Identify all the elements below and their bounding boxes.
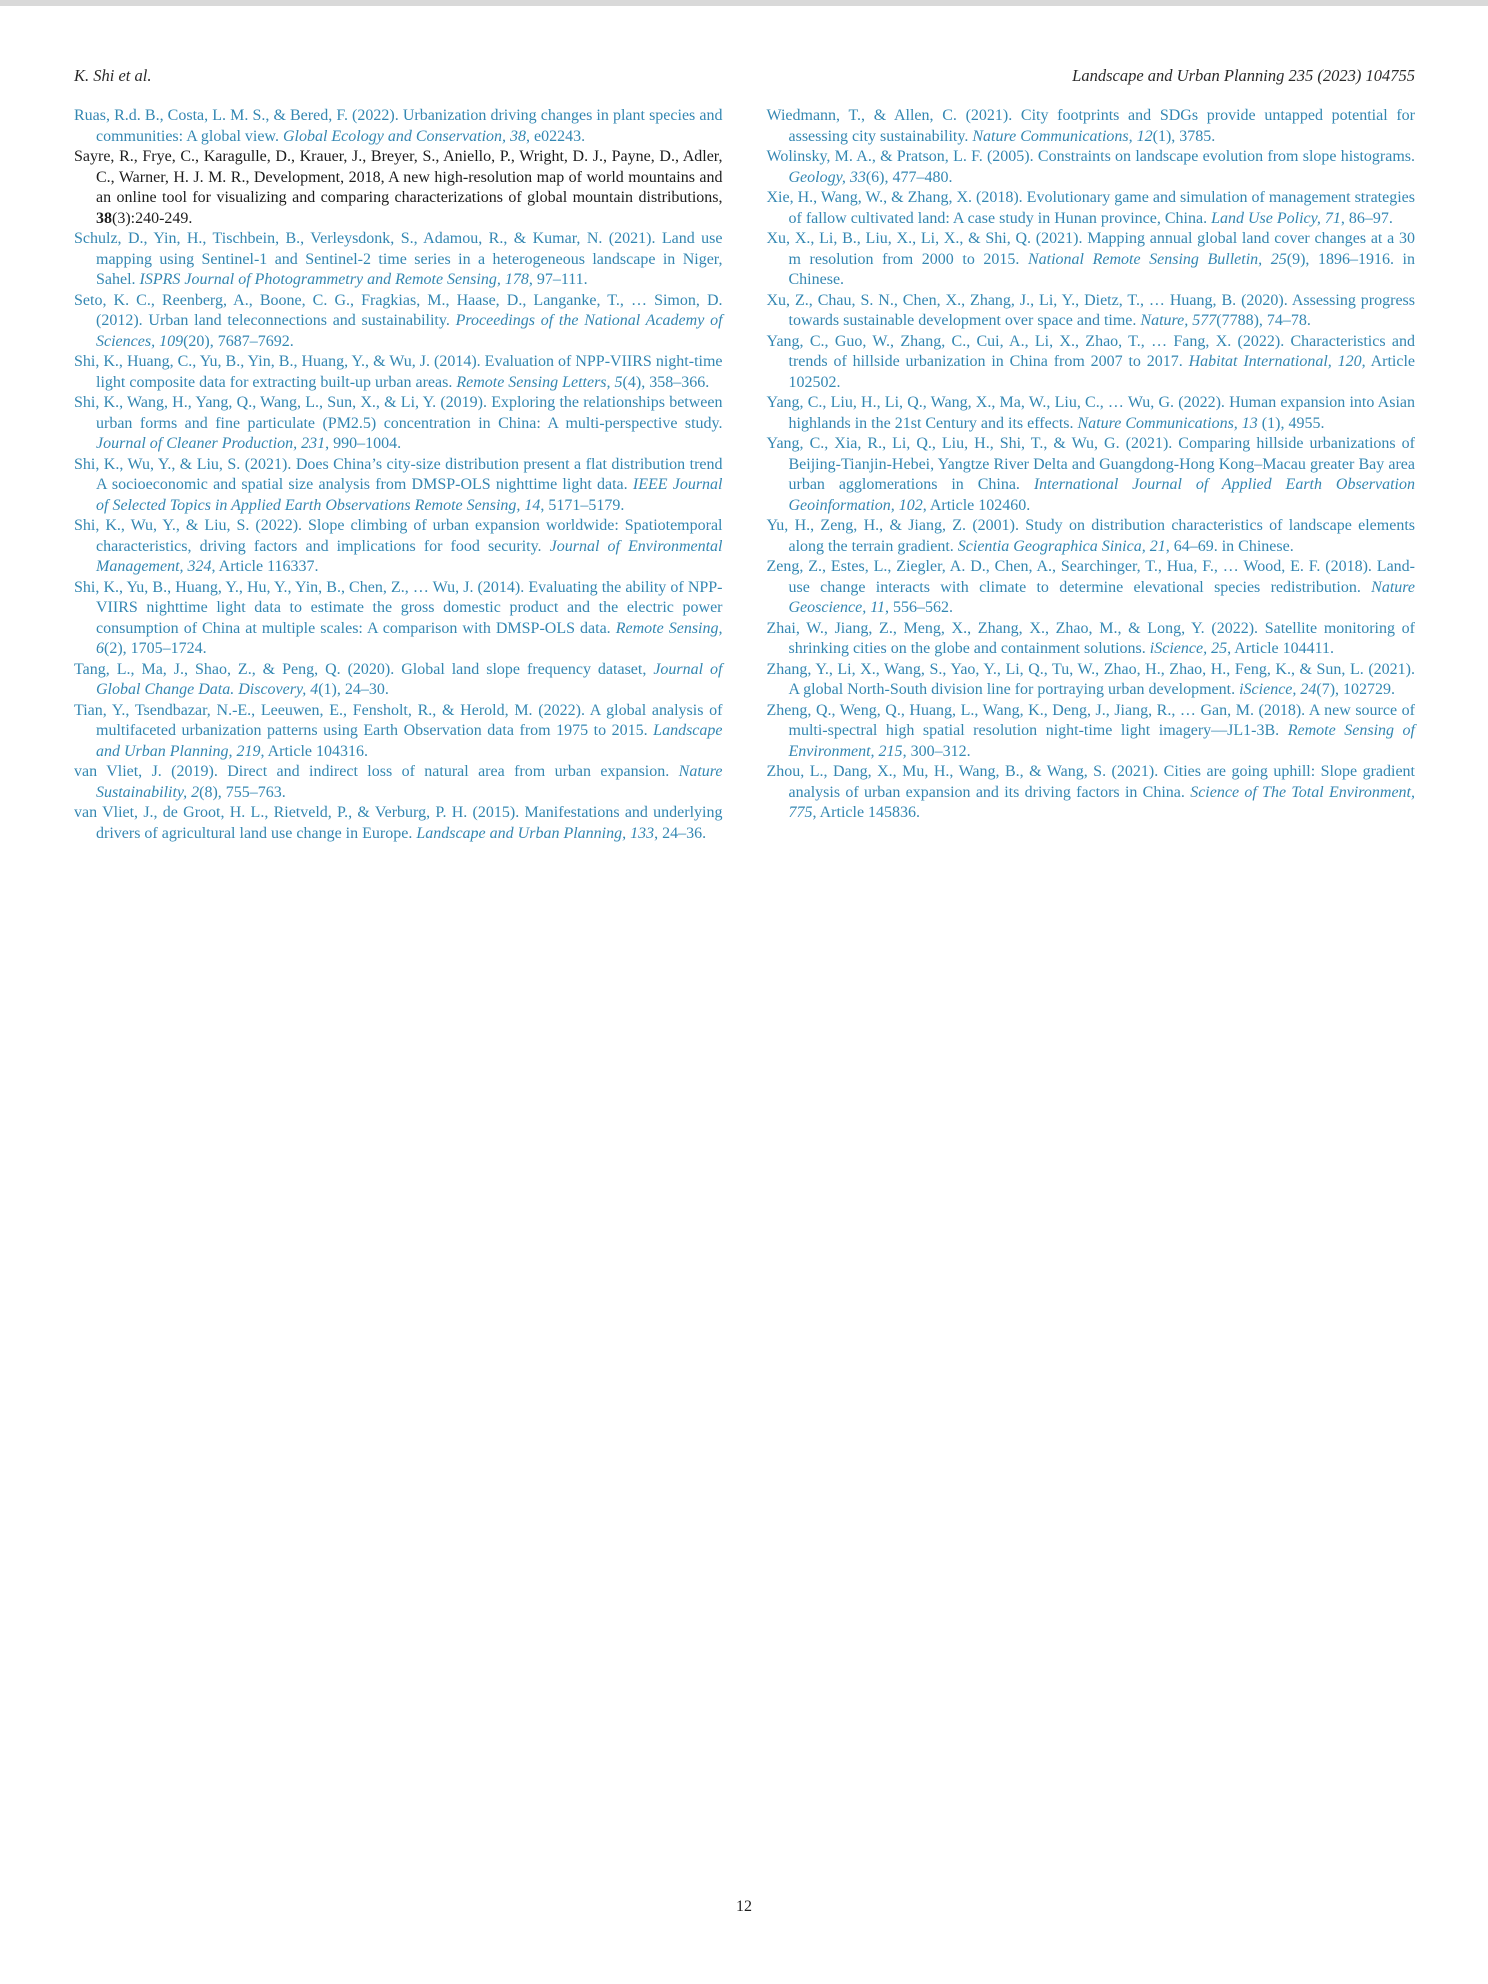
reference-text-segment: van Vliet, J., de Groot, H. L., Rietveld, P., & Verburg, P. H. (2015). Manifestations and underlying drivers of agricultural land use change in Europe. xyxy=(74,804,723,842)
reference-text-segment: Journal of Environmental Management, 324 xyxy=(96,537,723,575)
reference-text-segment: iScience, 25 xyxy=(1149,640,1228,657)
reference-text-segment: Zhou, L., Dang, X., Mu, H., Wang, B., & Wang, S. (2021). Cities are going uphill: Slope gradient analysis of urban expansion and its driving factors in China. xyxy=(766,763,1415,801)
reference-text-segment: (20), 7687–7692. xyxy=(183,332,294,350)
reference-text-segment: , e02243. xyxy=(526,127,586,145)
reference-item[interactable] xyxy=(767,106,1416,147)
reference-text-segment: Zheng, Q., Weng, Q., Huang, L., Wang, K., Deng, J., Jiang, R., … Gan, M. (2018). A new source of multi-spectral high spatial resolution night-time light imagery—JL1-3B. xyxy=(766,701,1415,739)
running-journal: Landscape and Urban Planning 235 (2023) 104755 xyxy=(1072,66,1415,85)
reference-text-segment: Global Ecology and Conservation, 38 xyxy=(282,127,527,145)
reference-item[interactable] xyxy=(767,762,1416,824)
reference-item[interactable] xyxy=(767,660,1416,701)
reference-text-segment: Landscape and Urban Planning, 219 xyxy=(96,722,723,760)
reference-text-segment: iScience, 24 xyxy=(1239,681,1317,698)
reference-text-segment: (2), 1705–1724. xyxy=(104,640,207,657)
reference-item[interactable] xyxy=(767,701,1416,763)
reference-text-segment: (7), 102729. xyxy=(1316,681,1396,698)
reference-text-segment: Xie, H., Wang, W., & Zhang, X. (2018). Evolutionary game and simulation of management strategies of fallow cultivated land: A case study in Hunan province, China. xyxy=(766,189,1415,227)
reference-item[interactable] xyxy=(74,762,723,803)
reference-text-segment: Wiedmann, T., & Allen, C. (2021). City footprints and SDGs provide untapped potential for assessing city sustainability. xyxy=(766,107,1415,145)
running-header xyxy=(74,66,1415,86)
reference-text-segment: , Article 116337. xyxy=(211,558,319,575)
reference-text-segment: Journal of Global Change Data. Discovery, 4 xyxy=(96,660,723,698)
reference-text-segment: Yang, C., Liu, H., Li, Q., Wang, X., Ma, W., Liu, C., … Wu, G. (2022). Human expansion into Asian highlands in the 21st Century and its effects. xyxy=(766,394,1415,432)
reference-text-segment: , 24–36. xyxy=(654,824,707,842)
reference-item[interactable] xyxy=(74,229,723,291)
reference-text-segment: , Article 104411. xyxy=(1227,640,1335,657)
reference-text-segment: Sayre, R., Frye, C., Karagulle, D., Krauer, J., Breyer, S., Aniello, P., Wright, D. J., Payne, D., Adler, C., Warner, H. J. M. R., Development, 2018, A new high-resolution map of world mountains and an online tool for visualizing and comparing characterizations of global mountain distributions, xyxy=(74,148,723,206)
reference-text-segment: Nature, 577 xyxy=(1140,312,1217,329)
reference-text-segment: Xu, Z., Chau, S. N., Chen, X., Zhang, J., Li, Y., Dietz, T., … Huang, B. (2020). Assessing progress towards sustainable development over space and time. xyxy=(766,291,1415,329)
reference-text-segment: IEEE Journal of Selected Topics in Applied Earth Observations Remote Sensing, 14 xyxy=(96,476,723,514)
reference-text-segment: (1), 4955. xyxy=(1257,414,1325,432)
reference-text-segment: Tang, L., Ma, J., Shao, Z., & Peng, Q. (2020). Global land slope frequency dataset, xyxy=(74,660,654,678)
reference-text-segment: , Article 104316. xyxy=(260,742,368,760)
reference-text-segment: Seto, K. C., Reenberg, A., Boone, C. G., Fragkias, M., Haase, D., Langanke, T., … Simon, D. (2012). Urban land teleconnections and sustainability. xyxy=(74,291,723,329)
reference-text-segment: , Article 145836. xyxy=(812,804,921,821)
page-content xyxy=(74,0,1415,844)
reference-text-segment: Zhang, Y., Li, X., Wang, S., Yao, Y., Li, Q., Tu, W., Zhao, H., Zhao, H., Feng, K., & Sun, L. (2021). A global North-South division line for portraying urban development. xyxy=(766,660,1415,698)
reference-text-segment: Nature Communications, 13 xyxy=(1077,414,1258,432)
reference-item[interactable] xyxy=(74,803,723,844)
references-right-column xyxy=(767,106,1416,844)
reference-text-segment: Yang, C., Xia, R., Li, Q., Liu, H., Shi, T., & Wu, G. (2021). Comparing hillside urbanizations of Beijing-Tianjin-Hebei, Yangtze River Delta and Guangdong-Hong Kong–Macau greater Bay area urban agglomerations in China. xyxy=(766,435,1415,493)
reference-text-segment: Shi, K., Yu, B., Huang, Y., Hu, Y., Yin, B., Chen, Z., … Wu, J. (2014). Evaluating the ability of NPP-VIIRS nighttime light data to estimate the gross domestic product and the electric power consumption of China at multiple scales: A comparison with DMSP-OLS data. xyxy=(74,578,723,637)
reference-text-segment: 38 xyxy=(96,209,112,227)
reference-item[interactable] xyxy=(767,291,1416,332)
reference-text-segment: (9), 1896–1916. in Chinese. xyxy=(788,250,1415,288)
reference-text-segment: ISPRS Journal of Photogrammetry and Remote Sensing, 178 xyxy=(139,271,529,288)
reference-text-segment: Nature Geoscience, 11 xyxy=(788,578,1415,616)
reference-text-segment: Science of The Total Environment, 775 xyxy=(788,783,1416,821)
reference-item[interactable] xyxy=(767,229,1416,291)
reference-item[interactable] xyxy=(767,619,1416,660)
reference-text-segment: (6), 477–480. xyxy=(865,168,953,186)
reference-item[interactable] xyxy=(767,516,1416,557)
page-number: 12 xyxy=(736,1898,752,1915)
reference-text-segment: Nature Sustainability, 2 xyxy=(96,763,723,801)
reference-text-segment: (7788), 74–78. xyxy=(1216,312,1311,329)
reference-text-segment: Landscape and Urban Planning, 133 xyxy=(416,824,655,842)
reference-text-segment: (8), 755–763. xyxy=(199,783,286,801)
reference-item[interactable] xyxy=(74,660,723,701)
reference-item[interactable] xyxy=(74,578,723,660)
reference-text-segment: , 97–111. xyxy=(528,271,588,288)
reference-text-segment: Shi, K., Wu, Y., & Liu, S. (2022). Slope climbing of urban expansion worldwide: Spatiotemporal characteristics, driving factors and implications for food security. xyxy=(74,517,723,555)
reference-text-segment: Shi, K., Huang, C., Yu, B., Yin, B., Huang, Y., & Wu, J. (2014). Evaluation of NPP-VIIRS night-time light composite data for extracting built-up urban areas. xyxy=(74,353,723,391)
reference-text-segment: , 300–312. xyxy=(902,742,971,760)
reference-item[interactable] xyxy=(74,701,723,763)
reference-item[interactable] xyxy=(767,393,1416,434)
reference-text-segment: Scientia Geographica Sinica, 21 xyxy=(957,537,1166,555)
reference-text-segment: (4), 358–366. xyxy=(622,373,710,391)
reference-text-segment: Schulz, D., Yin, H., Tischbein, B., Verleysdonk, S., Adamou, R., & Kumar, N. (2021). Land use mapping using Sentinel-1 and Sentinel-2 time series in a heterogeneous landscape in Niger, Sahel. xyxy=(74,230,723,288)
reference-text-segment: Remote Sensing Letters, 5 xyxy=(456,373,623,391)
reference-item[interactable] xyxy=(74,106,723,147)
reference-text-segment: Tian, Y., Tsendbazar, N.-E., Leeuwen, E., Fensholt, R., & Herold, M. (2022). A global analysis of multifaceted urbanization patterns using Earth Observation data from 1975 to 2015. xyxy=(74,701,723,739)
running-author: K. Shi et al. xyxy=(74,66,152,85)
reference-item[interactable] xyxy=(74,393,723,455)
reference-text-segment: Nature Communications, 12 xyxy=(972,127,1153,145)
reference-text-segment: Remote Sensing, 6 xyxy=(96,619,723,657)
reference-text-segment: , 990–1004. xyxy=(325,435,402,452)
reference-item[interactable] xyxy=(767,147,1416,188)
reference-text-segment: Wolinsky, M. A., & Pratson, L. F. (2005). Constraints on landscape evolution from slope histograms. xyxy=(766,148,1415,165)
reference-text-segment: Ruas, R.d. B., Costa, L. M. S., & Bered, F. (2022). Urbanization driving changes in plant species and communities: A global view. xyxy=(74,107,723,145)
reference-text-segment: , 86–97. xyxy=(1340,209,1393,227)
reference-text-segment: , 64–69. in Chinese. xyxy=(1165,537,1294,555)
reference-item[interactable] xyxy=(767,434,1416,516)
reference-item xyxy=(74,147,723,229)
reference-item[interactable] xyxy=(74,455,723,517)
reference-text-segment: (1), 3785. xyxy=(1152,127,1216,145)
reference-text-segment: Journal of Cleaner Production, 231 xyxy=(96,435,326,452)
reference-text-segment: Habitat International, 120 xyxy=(1188,353,1362,370)
references-left-column xyxy=(74,106,723,844)
reference-item[interactable] xyxy=(74,291,723,353)
reference-text-segment: Zeng, Z., Estes, L., Ziegler, A. D., Chen, A., Searchinger, T., Hua, F., … Wood, E. F. (2018). Land-use change interacts with climate to determine elevational species redistribution. xyxy=(766,558,1415,596)
references-section xyxy=(74,106,1415,844)
reference-text-segment: van Vliet, J. (2019). Direct and indirect loss of natural area from urban expansion. xyxy=(74,763,679,780)
reference-text-segment: International Journal of Applied Earth Observation Geoinformation, 102 xyxy=(788,476,1415,514)
reference-item[interactable] xyxy=(767,188,1416,229)
reference-item[interactable] xyxy=(767,332,1416,394)
reference-text-segment: , 556–562. xyxy=(885,599,954,616)
reference-text-segment: Yu, H., Zeng, H., & Jiang, Z. (2001). Study on distribution characteristics of landscape elements along the terrain gradient. xyxy=(766,517,1415,555)
reference-text-segment: , 5171–5179. xyxy=(540,496,625,514)
reference-text-segment: (1), 24–30. xyxy=(318,681,389,698)
reference-text-segment: National Remote Sensing Bulletin, 25 xyxy=(1027,250,1287,268)
reference-text-segment: Yang, C., Guo, W., Zhang, C., Cui, A., Li, X., Zhao, T., … Fang, X. (2022). Characteristics and trends of hillside urbanization in China from 2007 to 2017. xyxy=(766,332,1415,370)
reference-text-segment: , Article 102460. xyxy=(922,496,1031,514)
reference-item[interactable] xyxy=(74,516,723,578)
reference-item[interactable] xyxy=(767,557,1416,619)
reference-text-segment: Land Use Policy, 71 xyxy=(1211,209,1341,227)
reference-text-segment: , Article 102502. xyxy=(788,353,1416,391)
reference-text-segment: Shi, K., Wu, Y., & Liu, S. (2021). Does China’s city-size distribution present a flat distribution trend A socioeconomic and spatial size analysis from DMSP-OLS nighttime light data. xyxy=(74,455,723,493)
reference-text-segment: Xu, X., Li, B., Liu, X., Li, X., & Shi, Q. (2021). Mapping annual global land cover changes at a 30 m resolution from 2000 to 2015. xyxy=(766,230,1415,268)
reference-text-segment: (3):240-249. xyxy=(112,209,193,227)
reference-text-segment: Remote Sensing of Environment, 215 xyxy=(788,722,1415,760)
reference-text-segment: Geology, 33 xyxy=(788,168,866,186)
reference-text-segment: Shi, K., Wang, H., Yang, Q., Wang, L., Sun, X., & Li, Y. (2019). Exploring the relationships between urban forms and fine particulate (PM2.5) concentration in China: A multi-perspective study. xyxy=(74,394,723,432)
reference-text-segment: Zhai, W., Jiang, Z., Meng, X., Zhang, X., Zhao, M., & Long, Y. (2022). Satellite monitoring of shrinking cities on the globe and containment solutions. xyxy=(766,619,1415,657)
reference-text-segment: Proceedings of the National Academy of Sciences, 109 xyxy=(96,312,723,350)
reference-item[interactable] xyxy=(74,352,723,393)
